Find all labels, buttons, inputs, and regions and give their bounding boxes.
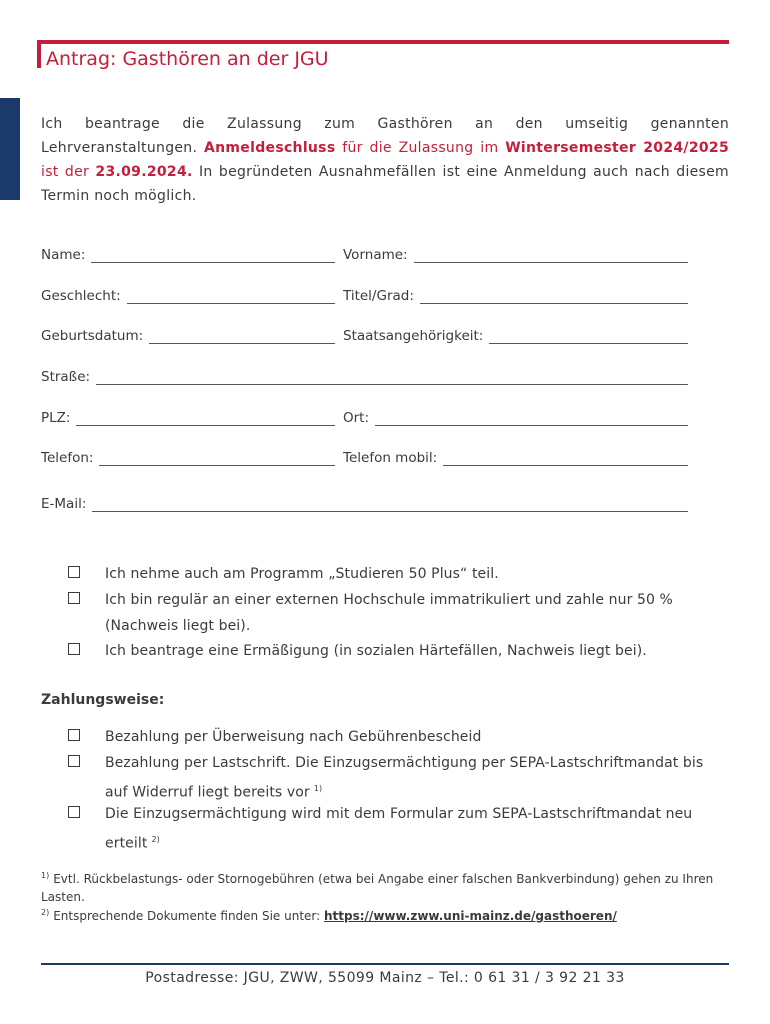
payment-section-title: Zahlungsweise: xyxy=(41,692,165,708)
strasse-label: Straße: xyxy=(41,369,91,385)
semester-label: Wintersemester 2024/2025 xyxy=(505,140,729,156)
ort-field[interactable] xyxy=(343,410,688,426)
footer-address: Postadresse: JGU, ZWW, 55099 Mainz – Tel.: 0 61 31 / 3 92 21 33 xyxy=(145,970,625,986)
payment-checkbox-lastschrift[interactable] xyxy=(68,755,80,767)
title-accent-bar xyxy=(37,40,41,68)
plz-field[interactable] xyxy=(41,410,335,426)
footnote-1-marker: 1) xyxy=(41,871,50,880)
titel-field[interactable] xyxy=(343,288,688,304)
vorname-field[interactable] xyxy=(343,247,688,263)
payment-sepa-neu-text: Die Einzugsermächtigung wird mit dem Formular zum SEPA-Lastschriftmandat neu erteilt xyxy=(105,806,693,852)
option-checkbox-ermaessigung[interactable] xyxy=(68,643,80,655)
name-field[interactable] xyxy=(41,247,335,263)
option-label-ermaessigung: Ich beantrage eine Ermäßigung (in sozialen Härtefällen, Nachweis liegt bei). xyxy=(105,643,647,659)
strasse-field[interactable] xyxy=(41,369,688,385)
top-red-rule xyxy=(37,40,729,44)
footnote-1 xyxy=(41,867,731,906)
deadline-date: 23.09.2024. xyxy=(95,164,193,180)
option-checkbox-extern-immatrikuliert[interactable] xyxy=(68,592,80,604)
email-field[interactable] xyxy=(41,496,688,512)
plz-input-line[interactable] xyxy=(76,413,335,426)
geburtsdatum-label: Geburtsdatum: xyxy=(41,328,144,344)
name-input-line[interactable] xyxy=(91,250,335,263)
telefon-mobil-label: Telefon mobil: xyxy=(343,450,438,466)
geschlecht-field[interactable] xyxy=(41,288,335,304)
plz-label: PLZ: xyxy=(41,410,71,426)
footnote-2 xyxy=(41,904,731,925)
intro-text-4: In begründeten Ausnahmefällen ist eine Anmeldung auch nach diesem Termin noch möglich. xyxy=(41,164,729,204)
staatsangehoerigkeit-input-line[interactable] xyxy=(489,331,688,344)
telefon-mobil-field[interactable] xyxy=(343,450,688,466)
option-label-extern-immatrikuliert: Ich bin regulär an einer externen Hochschule immatrikuliert und zahle nur 50 % (Nachweis liegt bei). xyxy=(105,592,673,634)
staatsangehoerigkeit-field[interactable] xyxy=(343,328,688,344)
footer-rule xyxy=(41,963,729,965)
strasse-input-line[interactable] xyxy=(96,372,688,385)
geburtsdatum-input-line[interactable] xyxy=(149,331,335,344)
footnote-2-marker: 2) xyxy=(41,908,50,917)
payment-checkbox-ueberweisung[interactable] xyxy=(68,729,80,741)
payment-checkbox-sepa-neu[interactable] xyxy=(68,806,80,818)
titel-input-line[interactable] xyxy=(420,291,688,304)
payment-label-lastschrift xyxy=(105,750,725,806)
geburtsdatum-field[interactable] xyxy=(41,328,335,344)
staatsangehoerigkeit-label: Staatsangehörigkeit: xyxy=(343,328,484,344)
footnote-ref-2: 2) xyxy=(151,835,160,844)
footnote-1-text: Evtl. Rückbelastungs- oder Stornogebühren (etwa bei Angabe einer falschen Bankverbindung) gehen zu Ihren Lasten. xyxy=(41,872,714,904)
side-tab-marker xyxy=(0,98,20,200)
ort-label: Ort: xyxy=(343,410,370,426)
gasthoeren-link[interactable]: https://www.zww.uni-mainz.de/gasthoeren/ xyxy=(324,909,617,923)
page-title: Antrag: Gasthören an der JGU xyxy=(46,48,329,70)
intro-text-1: Ich beantrage die Zulassung zum Gasthören an den umseitig genannten Lehrveranstaltungen. xyxy=(41,116,729,156)
ort-input-line[interactable] xyxy=(375,413,688,426)
geschlecht-label: Geschlecht: xyxy=(41,288,121,304)
telefon-label: Telefon: xyxy=(41,450,94,466)
telefon-input-line[interactable] xyxy=(99,453,335,466)
name-label: Name: xyxy=(41,247,86,263)
telefon-mobil-input-line[interactable] xyxy=(443,453,688,466)
deadline-label: Anmeldeschluss xyxy=(204,140,336,156)
option-checkbox-studieren50plus[interactable] xyxy=(68,566,80,578)
telefon-field[interactable] xyxy=(41,450,335,466)
option-label-studieren50plus: Ich nehme auch am Programm „Studieren 50 Plus“ teil. xyxy=(105,566,499,582)
intro-text-3: ist der xyxy=(41,164,96,180)
vorname-input-line[interactable] xyxy=(414,250,688,263)
email-label: E-Mail: xyxy=(41,496,87,512)
intro-paragraph xyxy=(41,112,729,208)
geschlecht-input-line[interactable] xyxy=(127,291,335,304)
footnote-ref-1: 1) xyxy=(313,784,323,793)
payment-label-ueberweisung: Bezahlung per Überweisung nach Gebührenbescheid xyxy=(105,729,482,745)
footnote-2-text: Entsprechende Dokumente finden Sie unter: xyxy=(53,909,324,923)
payment-label-sepa-neu xyxy=(105,801,725,857)
payment-lastschrift-text: Bezahlung per Lastschrift. Die Einzugsermächtigung per SEPA-Lastschriftmandat bis auf Widerruf liegt bereits vor xyxy=(105,755,704,801)
email-input-line[interactable] xyxy=(92,499,688,512)
titel-label: Titel/Grad: xyxy=(343,288,414,304)
intro-text-2: für die Zulassung im xyxy=(335,140,506,156)
vorname-label: Vorname: xyxy=(343,247,408,263)
